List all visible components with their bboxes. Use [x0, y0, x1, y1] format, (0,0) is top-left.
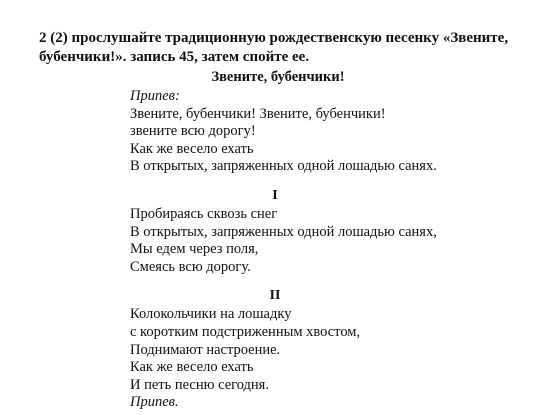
chorus-line: В открытых, запряженных одной лошадью санях.	[130, 158, 437, 175]
verse-line: В открытых, запряженных одной лошадью санях,	[130, 223, 437, 240]
stanza-gap	[130, 176, 530, 186]
verse-line: Пробираясь сквозь снег	[130, 205, 278, 222]
song-title: Звените, бубенчики!	[211, 69, 345, 85]
verse-line: Как же весело ехать	[130, 359, 254, 376]
verse-line: Смеясь всю дорогу.	[130, 258, 251, 275]
chorus-line: звените всю дорогу!	[130, 123, 256, 140]
verse-line: Колокольчики на лошадку	[130, 306, 292, 323]
verse-line: с коротким подстриженным хвостом,	[130, 323, 361, 340]
verse-line: Мы едем через поля,	[130, 241, 259, 258]
chorus-label: Припев:	[130, 88, 180, 104]
verse-number: I	[272, 187, 278, 203]
stanza-gap	[130, 276, 530, 286]
final-chorus-label: Припев.	[130, 394, 179, 411]
chorus-line: Звените, бубенчики! Звените, бубенчики!	[130, 105, 386, 122]
task-instruction	[39, 29, 529, 67]
verse-number: II	[269, 288, 281, 304]
verse-line: И петь песню сегодня.	[130, 376, 269, 393]
task-line-1: 2 (2) прослушайте традиционную рождественскую песенку «Звените,	[39, 30, 509, 46]
verse-line: Поднимают настроение.	[130, 341, 281, 358]
task-line-2: бубенчики!». запись 45, затем спойте ее.	[39, 49, 310, 65]
song-lyrics	[130, 88, 530, 412]
chorus-line: Как же весело ехать	[130, 140, 254, 157]
